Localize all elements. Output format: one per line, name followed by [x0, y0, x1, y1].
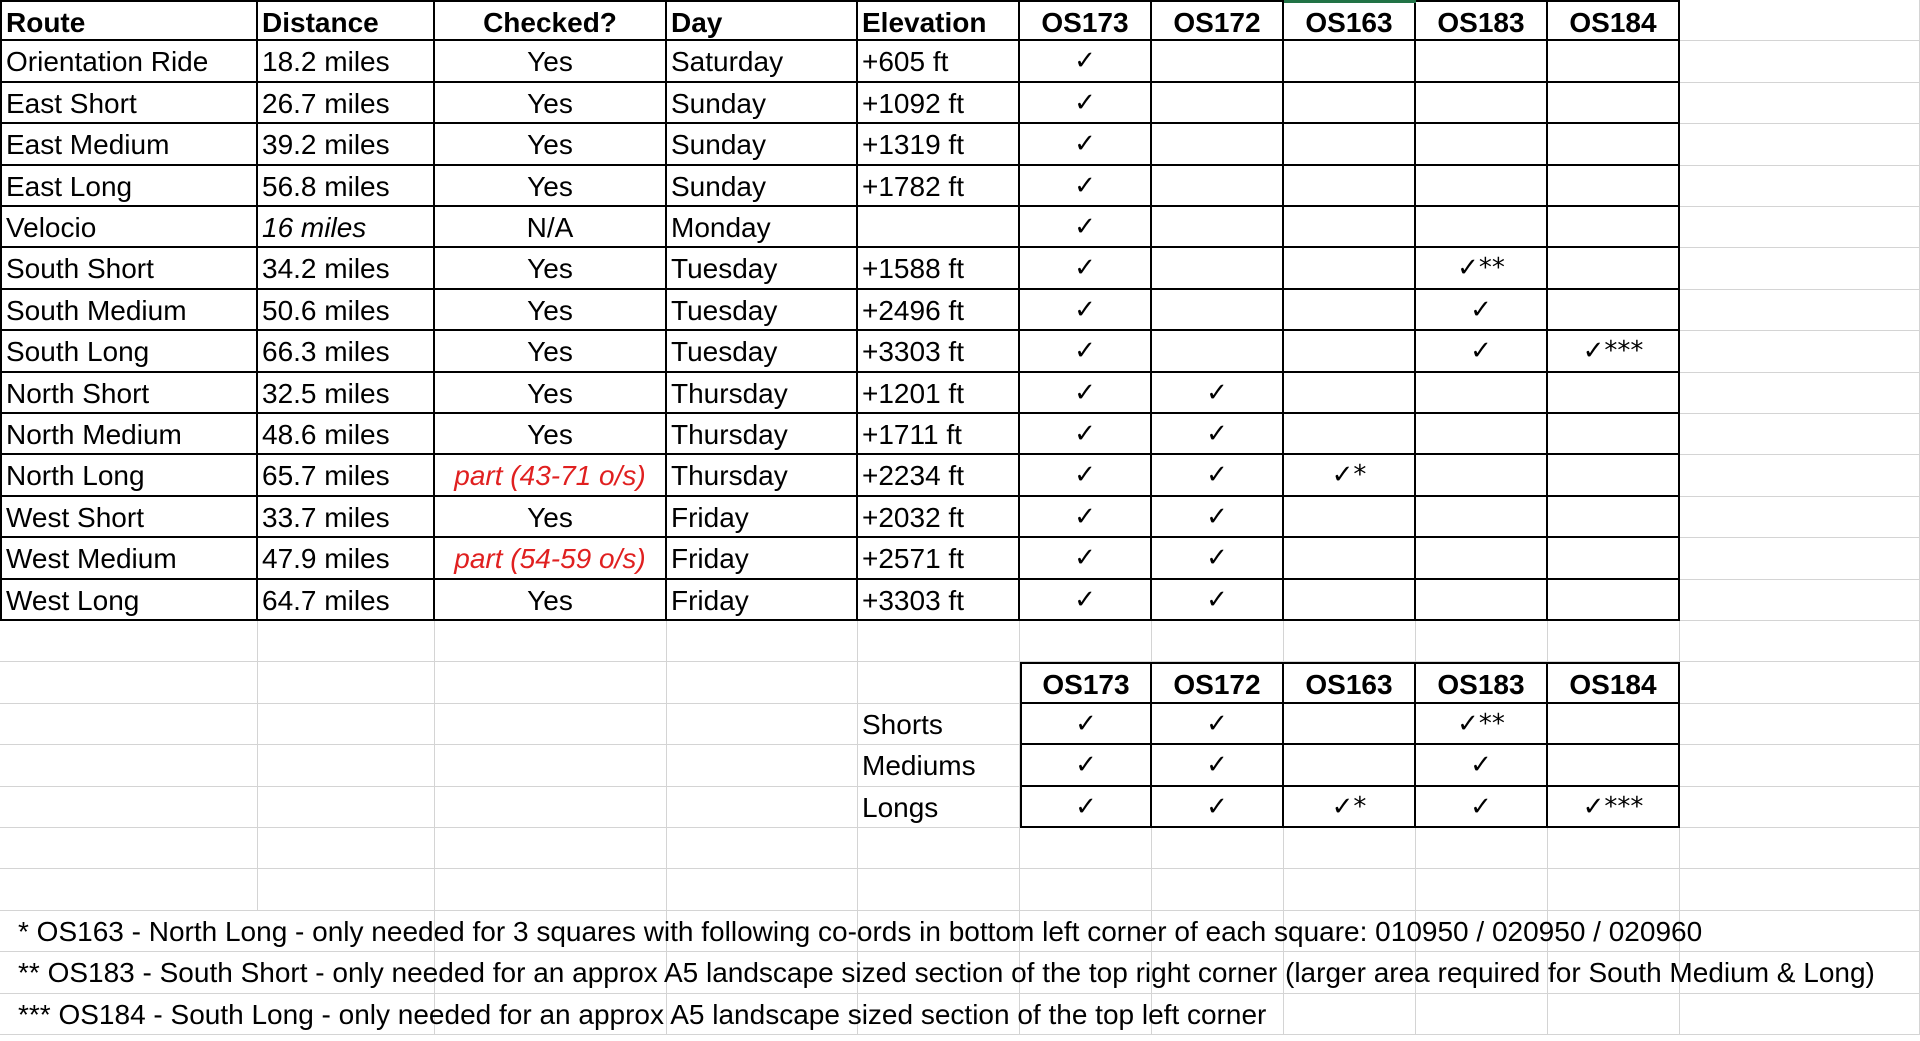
header-cell[interactable]: OS163: [1284, 0, 1416, 41]
map-check-cell[interactable]: [1548, 455, 1680, 496]
empty-cell[interactable]: [435, 869, 667, 910]
empty-cell[interactable]: [1284, 828, 1416, 869]
summary-header-cell[interactable]: OS173: [1020, 662, 1152, 703]
summary-check-cell[interactable]: ✓: [1020, 745, 1152, 786]
day-cell[interactable]: Tuesday: [667, 290, 858, 331]
map-check-cell[interactable]: [1416, 538, 1548, 579]
map-check-cell[interactable]: [1284, 166, 1416, 207]
elevation-cell[interactable]: +3303 ft: [858, 331, 1020, 372]
map-check-cell[interactable]: ✓: [1152, 414, 1284, 455]
empty-cell[interactable]: [1416, 621, 1548, 662]
empty-cell[interactable]: [0, 745, 258, 786]
empty-cell[interactable]: [1680, 745, 1920, 786]
empty-cell[interactable]: [1680, 580, 1920, 621]
empty-cell[interactable]: [1020, 828, 1152, 869]
distance-cell[interactable]: 16 miles: [258, 207, 435, 248]
empty-cell[interactable]: [258, 745, 435, 786]
elevation-cell[interactable]: +1319 ft: [858, 124, 1020, 165]
summary-check-cell[interactable]: ✓: [1416, 787, 1548, 828]
empty-cell[interactable]: [1680, 166, 1920, 207]
map-check-cell[interactable]: [1548, 83, 1680, 124]
map-check-cell[interactable]: ✓: [1416, 290, 1548, 331]
map-check-cell[interactable]: [1416, 414, 1548, 455]
elevation-cell[interactable]: +1782 ft: [858, 166, 1020, 207]
map-check-cell[interactable]: [1284, 331, 1416, 372]
empty-cell[interactable]: [1680, 621, 1920, 662]
map-check-cell[interactable]: [1416, 373, 1548, 414]
distance-cell[interactable]: 65.7 miles: [258, 455, 435, 496]
checked-cell[interactable]: Yes: [435, 83, 667, 124]
empty-cell[interactable]: [1548, 828, 1680, 869]
day-cell[interactable]: Friday: [667, 580, 858, 621]
summary-check-cell[interactable]: [1548, 704, 1680, 745]
distance-cell[interactable]: 50.6 miles: [258, 290, 435, 331]
empty-cell[interactable]: [1680, 414, 1920, 455]
checked-cell[interactable]: Yes: [435, 497, 667, 538]
map-check-cell[interactable]: ✓*: [1284, 455, 1416, 496]
map-check-cell[interactable]: [1284, 497, 1416, 538]
summary-check-cell[interactable]: ✓: [1020, 704, 1152, 745]
empty-cell[interactable]: [435, 828, 667, 869]
checked-cell[interactable]: part (43-71 o/s): [435, 455, 667, 496]
distance-cell[interactable]: 56.8 miles: [258, 166, 435, 207]
empty-cell[interactable]: [258, 621, 435, 662]
map-check-cell[interactable]: ✓: [1020, 414, 1152, 455]
distance-cell[interactable]: 34.2 miles: [258, 248, 435, 289]
day-cell[interactable]: Sunday: [667, 124, 858, 165]
summary-label-cell[interactable]: Mediums: [858, 745, 1020, 786]
map-check-cell[interactable]: ✓: [1020, 580, 1152, 621]
map-check-cell[interactable]: [1284, 83, 1416, 124]
empty-cell[interactable]: [258, 662, 435, 703]
empty-cell[interactable]: [435, 704, 667, 745]
map-check-cell[interactable]: ✓: [1020, 455, 1152, 496]
summary-check-cell[interactable]: ✓: [1416, 745, 1548, 786]
map-check-cell[interactable]: [1416, 580, 1548, 621]
empty-cell[interactable]: [858, 869, 1020, 910]
header-cell[interactable]: Checked?: [435, 0, 667, 41]
summary-check-cell[interactable]: ✓***: [1548, 787, 1680, 828]
map-check-cell[interactable]: [1548, 290, 1680, 331]
empty-cell[interactable]: [1152, 869, 1284, 910]
summary-check-cell[interactable]: [1548, 745, 1680, 786]
summary-check-cell[interactable]: ✓**: [1416, 704, 1548, 745]
empty-cell[interactable]: [1680, 455, 1920, 496]
map-check-cell[interactable]: ✓: [1020, 207, 1152, 248]
checked-cell[interactable]: part (54-59 o/s): [435, 538, 667, 579]
checked-cell[interactable]: Yes: [435, 124, 667, 165]
map-check-cell[interactable]: [1416, 455, 1548, 496]
elevation-cell[interactable]: +2496 ft: [858, 290, 1020, 331]
empty-cell[interactable]: [1548, 869, 1680, 910]
empty-cell[interactable]: [1284, 621, 1416, 662]
map-check-cell[interactable]: [1548, 124, 1680, 165]
distance-cell[interactable]: 47.9 miles: [258, 538, 435, 579]
map-check-cell[interactable]: [1284, 414, 1416, 455]
empty-cell[interactable]: [435, 745, 667, 786]
empty-cell[interactable]: [0, 621, 258, 662]
route-cell[interactable]: South Long: [0, 331, 258, 372]
empty-cell[interactable]: [1680, 497, 1920, 538]
map-check-cell[interactable]: ✓: [1152, 373, 1284, 414]
summary-check-cell[interactable]: [1284, 704, 1416, 745]
checked-cell[interactable]: Yes: [435, 414, 667, 455]
map-check-cell[interactable]: [1548, 580, 1680, 621]
route-cell[interactable]: West Short: [0, 497, 258, 538]
route-cell[interactable]: North Long: [0, 455, 258, 496]
map-check-cell[interactable]: [1284, 207, 1416, 248]
distance-cell[interactable]: 39.2 miles: [258, 124, 435, 165]
map-check-cell[interactable]: [1284, 124, 1416, 165]
map-check-cell[interactable]: [1284, 41, 1416, 82]
summary-check-cell[interactable]: ✓: [1020, 787, 1152, 828]
map-check-cell[interactable]: [1284, 290, 1416, 331]
selected-column-indicator: [1284, 0, 1416, 3]
header-cell[interactable]: Route: [0, 0, 258, 41]
map-check-cell[interactable]: ✓***: [1548, 331, 1680, 372]
map-check-cell[interactable]: [1284, 373, 1416, 414]
empty-cell[interactable]: [667, 704, 858, 745]
map-check-cell[interactable]: [1416, 207, 1548, 248]
map-check-cell[interactable]: ✓: [1020, 166, 1152, 207]
map-check-cell[interactable]: [1152, 248, 1284, 289]
route-cell[interactable]: Orientation Ride: [0, 41, 258, 82]
day-cell[interactable]: Sunday: [667, 83, 858, 124]
empty-cell[interactable]: [667, 621, 858, 662]
empty-cell[interactable]: [1680, 207, 1920, 248]
empty-cell[interactable]: [1680, 869, 1920, 910]
map-check-cell[interactable]: ✓: [1152, 497, 1284, 538]
empty-cell[interactable]: [858, 621, 1020, 662]
map-check-cell[interactable]: [1416, 166, 1548, 207]
distance-cell[interactable]: 32.5 miles: [258, 373, 435, 414]
header-cell[interactable]: OS184: [1548, 0, 1680, 41]
empty-cell[interactable]: [1548, 621, 1680, 662]
checked-cell[interactable]: Yes: [435, 290, 667, 331]
empty-cell[interactable]: [258, 869, 435, 910]
summary-label-cell[interactable]: Shorts: [858, 704, 1020, 745]
empty-cell[interactable]: [1680, 290, 1920, 331]
footnote-cell[interactable]: ** OS183 - South Short - only needed for an approx A5 landscape sized section of the top right corner (larger area required for South Medium & Long): [0, 952, 1920, 993]
map-check-cell[interactable]: ✓: [1152, 455, 1284, 496]
route-cell[interactable]: East Short: [0, 83, 258, 124]
map-check-cell[interactable]: ✓: [1020, 124, 1152, 165]
empty-cell[interactable]: [1020, 869, 1152, 910]
day-cell[interactable]: Tuesday: [667, 331, 858, 372]
map-check-cell[interactable]: ✓: [1416, 331, 1548, 372]
day-cell[interactable]: Thursday: [667, 455, 858, 496]
checked-cell[interactable]: Yes: [435, 41, 667, 82]
map-check-cell[interactable]: ✓: [1152, 580, 1284, 621]
elevation-cell[interactable]: +3303 ft: [858, 580, 1020, 621]
empty-cell[interactable]: [1680, 0, 1920, 41]
empty-cell[interactable]: [1284, 869, 1416, 910]
route-cell[interactable]: West Long: [0, 580, 258, 621]
empty-cell[interactable]: [0, 704, 258, 745]
empty-cell[interactable]: [1680, 41, 1920, 82]
map-check-cell[interactable]: [1416, 83, 1548, 124]
empty-cell[interactable]: [1416, 869, 1548, 910]
route-cell[interactable]: South Short: [0, 248, 258, 289]
empty-cell[interactable]: [258, 704, 435, 745]
elevation-cell[interactable]: +1588 ft: [858, 248, 1020, 289]
map-check-cell[interactable]: ✓: [1020, 497, 1152, 538]
summary-check-cell[interactable]: ✓: [1152, 704, 1284, 745]
route-cell[interactable]: East Long: [0, 166, 258, 207]
day-cell[interactable]: Sunday: [667, 166, 858, 207]
map-check-cell[interactable]: ✓: [1152, 538, 1284, 579]
empty-cell[interactable]: [1680, 704, 1920, 745]
map-check-cell[interactable]: ✓: [1020, 373, 1152, 414]
day-cell[interactable]: Saturday: [667, 41, 858, 82]
checked-cell[interactable]: Yes: [435, 166, 667, 207]
elevation-cell[interactable]: +2234 ft: [858, 455, 1020, 496]
empty-cell[interactable]: [435, 662, 667, 703]
empty-cell[interactable]: [667, 662, 858, 703]
empty-cell[interactable]: [1680, 331, 1920, 372]
summary-header-cell[interactable]: OS184: [1548, 662, 1680, 703]
map-check-cell[interactable]: ✓: [1020, 41, 1152, 82]
map-check-cell[interactable]: ✓: [1020, 83, 1152, 124]
map-check-cell[interactable]: ✓: [1020, 538, 1152, 579]
day-cell[interactable]: Tuesday: [667, 248, 858, 289]
checked-cell[interactable]: Yes: [435, 248, 667, 289]
distance-cell[interactable]: 18.2 miles: [258, 41, 435, 82]
empty-cell[interactable]: [0, 828, 258, 869]
empty-cell[interactable]: [435, 621, 667, 662]
header-cell[interactable]: OS183: [1416, 0, 1548, 41]
checked-cell[interactable]: Yes: [435, 331, 667, 372]
map-check-cell[interactable]: ✓: [1020, 290, 1152, 331]
summary-check-cell[interactable]: ✓*: [1284, 787, 1416, 828]
elevation-cell[interactable]: +605 ft: [858, 41, 1020, 82]
distance-cell[interactable]: 33.7 miles: [258, 497, 435, 538]
summary-header-cell[interactable]: OS183: [1416, 662, 1548, 703]
map-check-cell[interactable]: [1416, 497, 1548, 538]
day-cell[interactable]: Friday: [667, 497, 858, 538]
route-cell[interactable]: West Medium: [0, 538, 258, 579]
map-check-cell[interactable]: [1284, 248, 1416, 289]
day-cell[interactable]: Monday: [667, 207, 858, 248]
map-check-cell[interactable]: [1152, 290, 1284, 331]
map-check-cell[interactable]: [1284, 538, 1416, 579]
route-cell[interactable]: East Medium: [0, 124, 258, 165]
empty-cell[interactable]: [858, 662, 1020, 703]
map-check-cell[interactable]: [1548, 538, 1680, 579]
empty-cell[interactable]: [1680, 83, 1920, 124]
empty-cell[interactable]: [1416, 828, 1548, 869]
distance-cell[interactable]: 64.7 miles: [258, 580, 435, 621]
distance-cell[interactable]: 26.7 miles: [258, 83, 435, 124]
empty-cell[interactable]: [1680, 538, 1920, 579]
map-check-cell[interactable]: [1548, 497, 1680, 538]
empty-cell[interactable]: [667, 869, 858, 910]
distance-cell[interactable]: 66.3 miles: [258, 331, 435, 372]
footnote-cell[interactable]: * OS163 - North Long - only needed for 3 squares with following co-ords in bottom left corner of each square: 010950 / 020950 / 020960: [0, 911, 1920, 952]
empty-cell[interactable]: [1680, 248, 1920, 289]
elevation-cell[interactable]: +1092 ft: [858, 83, 1020, 124]
route-cell[interactable]: North Medium: [0, 414, 258, 455]
empty-cell[interactable]: [1680, 787, 1920, 828]
elevation-cell[interactable]: +2571 ft: [858, 538, 1020, 579]
map-check-cell[interactable]: [1548, 373, 1680, 414]
day-cell[interactable]: Friday: [667, 538, 858, 579]
map-check-cell[interactable]: [1548, 166, 1680, 207]
elevation-cell[interactable]: +1711 ft: [858, 414, 1020, 455]
summary-header-cell[interactable]: OS163: [1284, 662, 1416, 703]
map-check-cell[interactable]: [1152, 83, 1284, 124]
summary-check-cell[interactable]: [1284, 745, 1416, 786]
summary-check-cell[interactable]: ✓: [1152, 787, 1284, 828]
map-check-cell[interactable]: [1548, 41, 1680, 82]
empty-cell[interactable]: [667, 745, 858, 786]
empty-cell[interactable]: [435, 787, 667, 828]
checked-cell[interactable]: Yes: [435, 580, 667, 621]
empty-cell[interactable]: [0, 869, 258, 910]
header-cell[interactable]: OS172: [1152, 0, 1284, 41]
empty-cell[interactable]: [0, 787, 258, 828]
empty-cell[interactable]: [858, 828, 1020, 869]
route-cell[interactable]: South Medium: [0, 290, 258, 331]
empty-cell[interactable]: [1152, 828, 1284, 869]
footnote-cell[interactable]: *** OS184 - South Long - only needed for an approx A5 landscape sized section of the top left corner: [0, 994, 1920, 1035]
map-check-cell[interactable]: [1152, 41, 1284, 82]
elevation-cell[interactable]: [858, 207, 1020, 248]
map-check-cell[interactable]: [1152, 124, 1284, 165]
empty-cell[interactable]: [258, 787, 435, 828]
map-check-cell[interactable]: [1548, 207, 1680, 248]
map-check-cell[interactable]: ✓: [1020, 248, 1152, 289]
map-check-cell[interactable]: [1152, 166, 1284, 207]
checked-cell[interactable]: N/A: [435, 207, 667, 248]
day-cell[interactable]: Thursday: [667, 414, 858, 455]
empty-cell[interactable]: [258, 828, 435, 869]
empty-cell[interactable]: [667, 787, 858, 828]
map-check-cell[interactable]: ✓**: [1416, 248, 1548, 289]
empty-cell[interactable]: [1680, 373, 1920, 414]
header-cell[interactable]: Day: [667, 0, 858, 41]
empty-cell[interactable]: [1680, 662, 1920, 703]
map-check-cell[interactable]: [1152, 331, 1284, 372]
empty-cell[interactable]: [1680, 124, 1920, 165]
empty-cell[interactable]: [1020, 621, 1152, 662]
elevation-cell[interactable]: +2032 ft: [858, 497, 1020, 538]
map-check-cell[interactable]: ✓: [1020, 331, 1152, 372]
day-cell[interactable]: Thursday: [667, 373, 858, 414]
checked-cell[interactable]: Yes: [435, 373, 667, 414]
header-cell[interactable]: Distance: [258, 0, 435, 41]
summary-header-cell[interactable]: OS172: [1152, 662, 1284, 703]
map-check-cell[interactable]: [1416, 41, 1548, 82]
distance-cell[interactable]: 48.6 miles: [258, 414, 435, 455]
empty-cell[interactable]: [1680, 828, 1920, 869]
summary-label-cell[interactable]: Longs: [858, 787, 1020, 828]
route-cell[interactable]: North Short: [0, 373, 258, 414]
empty-cell[interactable]: [667, 828, 858, 869]
header-cell[interactable]: Elevation: [858, 0, 1020, 41]
map-check-cell[interactable]: [1152, 207, 1284, 248]
map-check-cell[interactable]: [1284, 580, 1416, 621]
header-cell[interactable]: OS173: [1020, 0, 1152, 41]
empty-cell[interactable]: [0, 662, 258, 703]
elevation-cell[interactable]: +1201 ft: [858, 373, 1020, 414]
empty-cell[interactable]: [1152, 621, 1284, 662]
map-check-cell[interactable]: [1548, 248, 1680, 289]
summary-check-cell[interactable]: ✓: [1152, 745, 1284, 786]
map-check-cell[interactable]: [1548, 414, 1680, 455]
map-check-cell[interactable]: [1416, 124, 1548, 165]
route-cell[interactable]: Velocio: [0, 207, 258, 248]
